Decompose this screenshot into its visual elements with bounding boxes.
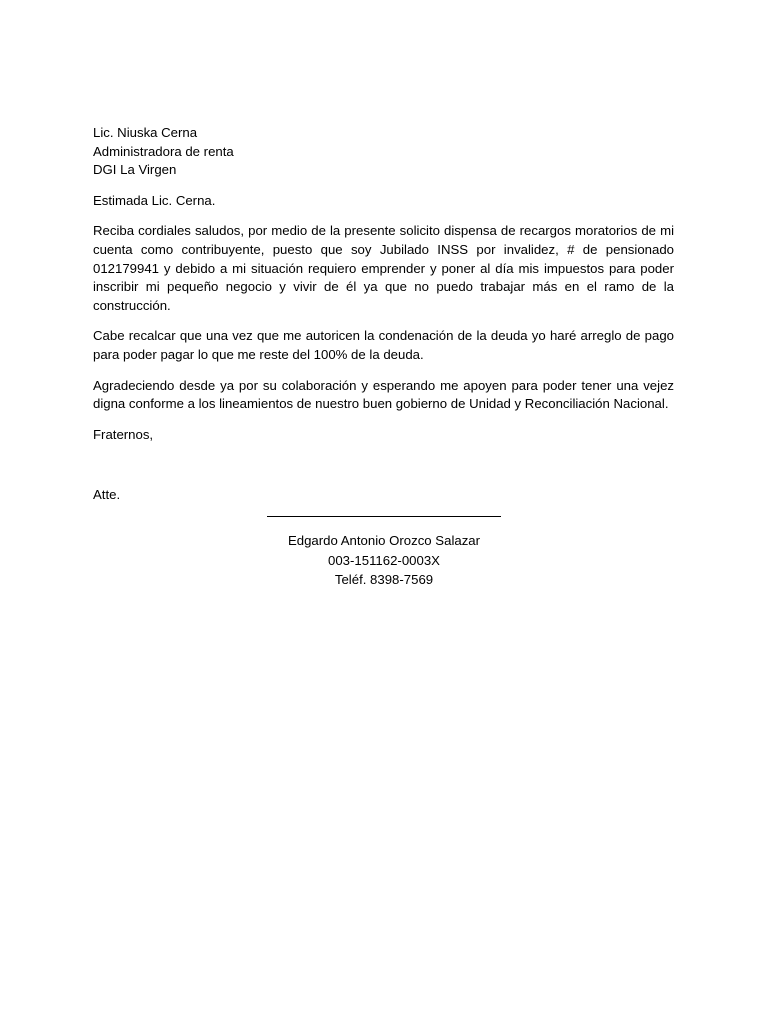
recipient-position: Administradora de renta: [93, 143, 234, 159]
signature-block: [200, 516, 568, 590]
sender-phone: Teléf. 8398-7569: [334, 572, 434, 588]
sender-id-number: 003-151162-0003X: [328, 552, 440, 568]
signature-line: [267, 516, 501, 517]
recipient-name: Lic. Niuska Cerna: [93, 125, 198, 140]
sign-off: Atte.: [93, 487, 121, 503]
sender-name: Edgardo Antonio Orozco Salazar: [287, 533, 481, 548]
salutation: Estimada Lic. Cerna.: [93, 192, 216, 208]
closing: Fraternos,: [93, 426, 154, 442]
paragraph-thanks: Agradeciendo desde ya por su colaboración y esperando me apoyen para poder tener una vejez digna conforme a los lineamientos de nuestro buen gobierno de Unidad y Reconciliación Nacional.: [93, 377, 674, 412]
paragraph-payment: Cabe recalcar que una vez que me autoricen la condenación de la deuda yo haré arreglo de pago para poder pagar lo que me reste del 100% de la deuda.: [93, 328, 674, 362]
recipient-block: [93, 124, 674, 180]
letter-body: [93, 124, 674, 505]
paragraph-request: Reciba cordiales saludos, por medio de la presente solicito dispensa de recargos moratorios de mi cuenta como contribuyente, puesto que soy Jubilado INSS por invalidez, # de pensionado 012179941 y debido a mi situación requiero emprender y poner al día mis impuestos para poder inscribir mi pequeño negocio y vivir de él ya que no puedo trabajar más en el ramo de la construcción.: [93, 223, 674, 313]
recipient-office: DGI La Virgen: [93, 162, 177, 178]
